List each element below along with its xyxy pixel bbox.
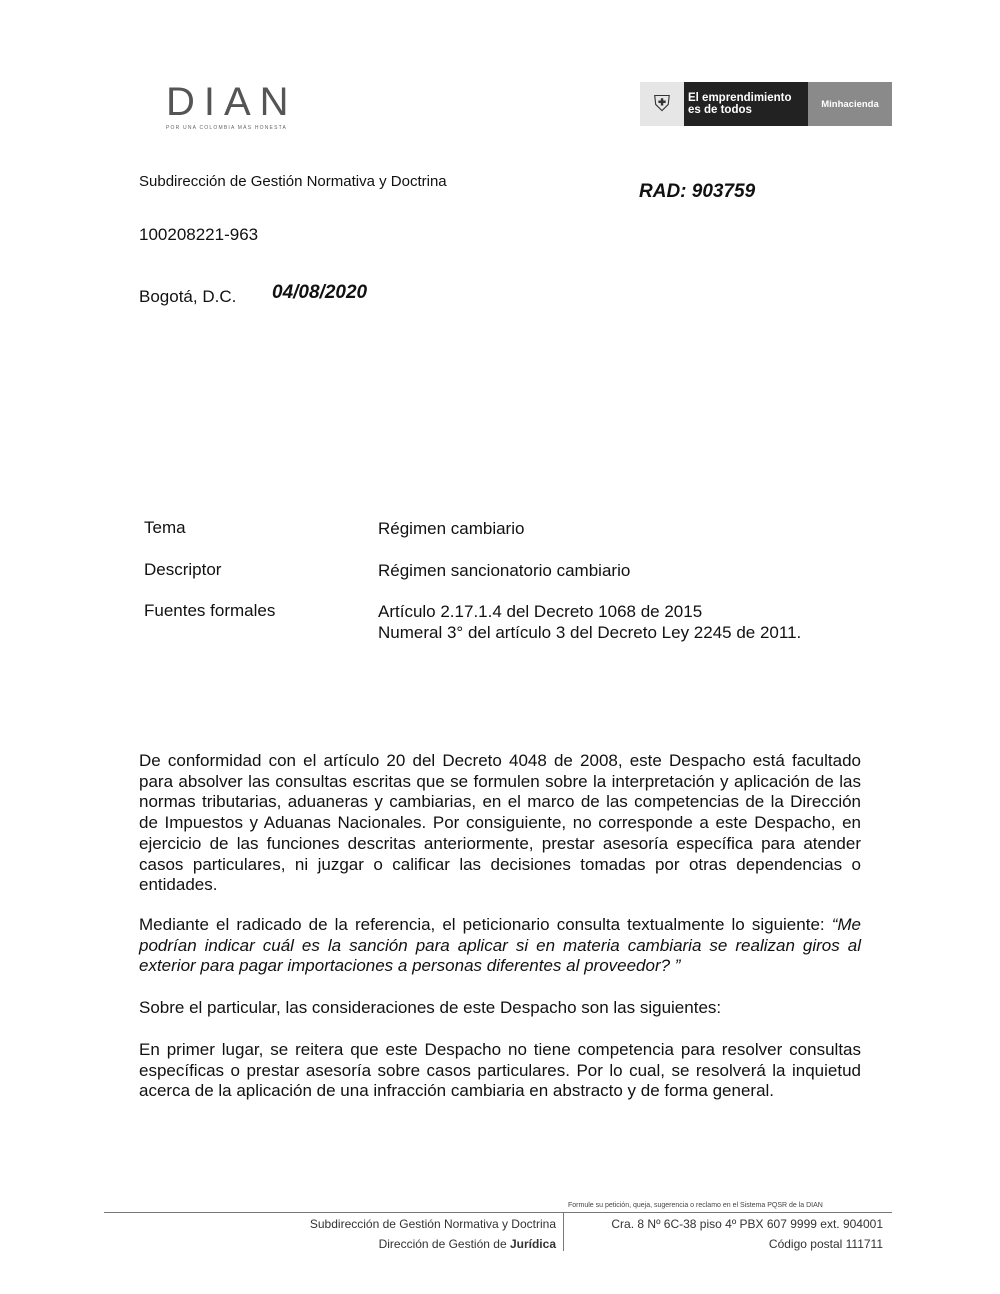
pqsr-note: Formule su petición, queja, sugerencia o reclamo en el Sistema PQSR de la DIAN [568,1202,823,1209]
paragraph-first-point: En primer lugar, se reitera que este Despacho no tiene competencia para resolver consultas específicas o prestar asesoría sobre casos particulares. Por lo cual, se resolverá la inquietud acerca de la aplicación de una infracción cambiaria en abstracto y de forma general. [139,1040,861,1101]
query-quote: “Me podrían indicar cuál es la sanción para aplicar si en materia cambiaria se realizan giros al exterior para pagar importaciones a personas diferentes al proveedor? ” [139,915,861,976]
subdirection-title: Subdirección de Gestión Normativa y Doctrina [139,173,447,190]
footer-direction-name: Jurídica [509,1237,556,1251]
footer-address: Cra. 8 Nº 6C-38 piso 4º PBX 607 9999 ext. 904001 [611,1217,883,1231]
descriptor-label: Descriptor [144,560,222,579]
ministry-name: Minhacienda [808,82,892,126]
footer-direction-prefix: Dirección de Gestión de [378,1237,510,1251]
dian-wordmark: DIAN [166,80,298,124]
city: Bogotá, D.C. [139,287,237,306]
paragraph-query [139,915,861,977]
rad-number: RAD: 903759 [639,181,756,202]
dian-tagline: POR UNA COLOMBIA MÁS HONESTA [166,125,288,131]
dian-logo [166,82,326,130]
paragraph-considerations: Sobre el particular, las consideraciones de este Despacho son las siguientes: [139,998,722,1017]
footer-direction [160,1234,556,1254]
gov-slogan-line2: es de todos [688,104,752,116]
government-logo [640,82,892,126]
fuentes-label: Fuentes formales [144,601,276,620]
reference-number: 100208221-963 [139,225,259,244]
footer-divider-line [104,1212,892,1213]
fuentes-line-1: Artículo 2.17.1.4 del Decreto 1068 de 2015 [378,602,703,621]
gov-slogan-line1: El emprendimiento [688,92,792,104]
footer-vertical-divider [563,1213,564,1251]
tema-label: Tema [144,518,186,537]
paragraph-competence: De conformidad con el artículo 20 del Decreto 4048 de 2008, este Despacho está facultado para absolver las consultas escritas que se formulen sobre la interpretación y aplicación de las normas tributarias, aduaneras y cambiarias, en el marco de las competencias de la Dirección de Impuestos y Aduanas Nacionales. Por consiguiente, no corresponde a este Despacho, en ejercicio de las funciones descritas anteriormente, prestar asesoría específica para atender casos particulares, ni juzgar o calificar las decisiones tomadas por otras dependencias o entidades. [139,751,861,895]
tema-value: Régimen cambiario [378,519,525,538]
footer-contact [575,1214,883,1254]
footer-office [160,1214,556,1254]
gov-slogan [684,82,808,126]
descriptor-value: Régimen sancionatorio cambiario [378,561,631,580]
query-intro: Mediante el radicado de la referencia, el peticionario consulta textualmente lo siguiente: [139,915,832,934]
coat-of-arms-icon: ⛨ [640,82,684,126]
footer-subdirection: Subdirección de Gestión Normativa y Doctrina [309,1217,556,1231]
fuentes-line-2: Numeral 3° del artículo 3 del Decreto Ley 2245 de 2011. [378,623,802,642]
fuentes-value [378,601,801,643]
document-date: 04/08/2020 [272,282,368,303]
footer-postal-code: Código postal 111711 [768,1237,883,1251]
